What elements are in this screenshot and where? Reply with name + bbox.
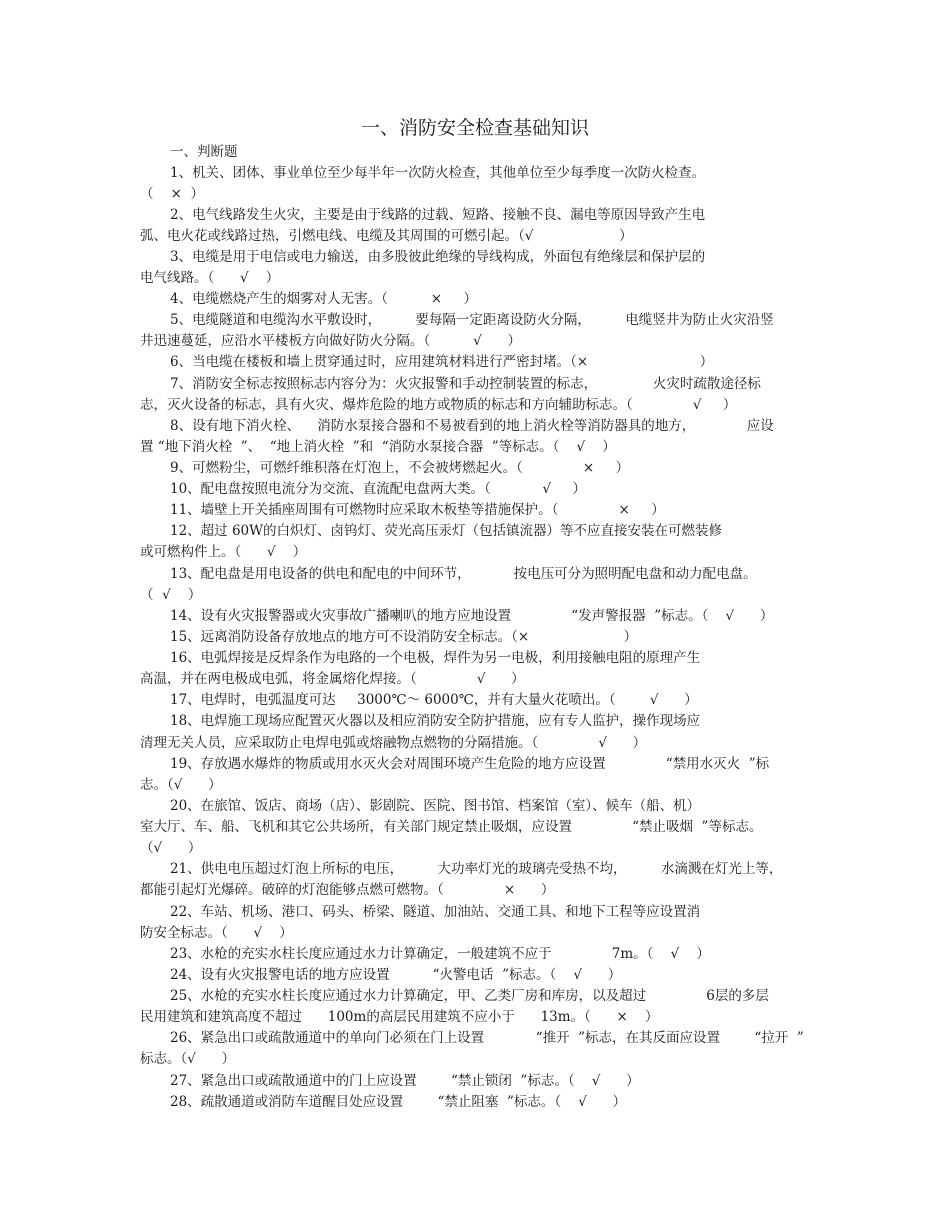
question-20-answer: （√ ） xyxy=(140,840,202,856)
question-19: 19、存放遇水爆炸的物质或用水灭火会对周围环境产生危险的地方应设置 “禁用水灭火 ”标 xyxy=(170,756,770,772)
question-16: 16、电弧焊接是反焊条作为电路的一个电极，焊件为另一电极，利用接触电阻的原理产生 xyxy=(170,650,701,666)
question-13: 13、配电盘是用电设备的供电和配电的中间环节， 按电压可分为照明配电盘和动力配电盘。 xyxy=(170,566,757,582)
question-5-cont: 井迅速蔓延，应沿水平楼板方向做好防火分隔。（ √ ） xyxy=(140,333,522,349)
question-7-cont: 志，灭火设备的标志，具有火灾、爆炸危险的地方或物质的标志和方向辅助标志。（ √ ） xyxy=(140,397,737,413)
question-17: 17、电焊时，电弧温度可达 3000℃～ 6000℃，并有大量火花喷出。（ √ ） xyxy=(170,692,698,708)
question-1: 1、机关、团体、事业单位至少每半年一次防火检查，其他单位至少每季度一次防火检查。 xyxy=(170,165,706,181)
question-14: 14、设有火灾报警器或火灾事故广播喇叭的地方应地设置 “发声警报器 ”标志。（ √ ） xyxy=(170,608,774,624)
question-3-cont: 电气线路。（ √ ） xyxy=(140,270,280,286)
section-heading: 一、判断题 xyxy=(170,144,238,160)
question-27: 27、紧急出口或疏散通道中的门上应设置 “禁止锁闭 ”标志。（ √ ） xyxy=(170,1073,640,1089)
question-16-cont: 高温，并在两电极成电弧，将金属熔化焊接。（ √ ） xyxy=(140,671,525,687)
question-21: 21、供电电压超过灯泡上所标的电压， 大功率灯光的玻璃壳受热不均， 水滴溅在灯光上等， xyxy=(170,861,783,877)
question-6: 6、当电缆在楼板和墙上贯穿通过时，应用建筑材料进行严密封堵。（× ） xyxy=(170,354,714,370)
question-10: 10、配电盘按照电流分为交流、直流配电盘两大类。（ √ ） xyxy=(170,481,586,497)
question-12: 12、超过 60W的白炽灯、卤钨灯、荧光高压汞灯（包括镇流器）等不应直接安装在可燃装修 xyxy=(170,523,723,539)
question-23: 23、水枪的充实水柱长度应通过水力计算确定，一般建筑不应于 7m。（ √ ） xyxy=(170,946,710,962)
question-18-cont: 清理无关人员，应采取防止电焊电弧或熔融物点燃物的分隔措施。（ √ ） xyxy=(140,735,647,751)
question-8: 8、设有地下消火栓、 消防水泵接合器和不易被看到的地上消火栓等消防器具的地方， 应设 xyxy=(170,418,774,434)
page-title: 一、消防安全检查基础知识 xyxy=(360,117,589,139)
question-13-answer: （ √ ） xyxy=(140,587,202,603)
question-25: 25、水枪的充实水柱长度应通过水力计算确定，甲、乙类厂房和库房，以及超过 6层的多层 xyxy=(170,988,769,1004)
question-26: 26、紧急出口或疏散通道中的单向门必须在门上设置 “推开 ”标志，在其反面应设置 “拉开 ” xyxy=(170,1030,804,1046)
question-4: 4、电缆燃烧产生的烟雾对人无害。（ × ） xyxy=(170,291,478,307)
question-21-cont: 都能引起灯光爆碎。破碎的灯泡能够点燃可燃物。（ × ） xyxy=(140,882,555,898)
question-26-cont: 标志。（√ ） xyxy=(140,1051,236,1067)
question-12-cont: 或可燃构件上。（ √ ） xyxy=(140,544,307,560)
question-9: 9、可燃粉尘，可燃纤维积落在灯泡上，不会被烤燃起火。（ × ） xyxy=(170,460,630,476)
question-1-answer: （ × ） xyxy=(140,186,205,202)
question-2: 2、电气线路发生火灾，主要是由于线路的过载、短路、接触不良、漏电等原因导致产生电 xyxy=(170,207,706,223)
question-8-cont: 置 “地下消火栓 ”、 “地上消火栓 ”和 “消防水泵接合器 ”等标志。（ √ ） xyxy=(140,439,616,455)
question-18: 18、电焊施工现场应配置灭火器以及相应消防安全防护措施，应有专人监护，操作现场应 xyxy=(170,713,701,729)
question-19-cont: 志。（√ ） xyxy=(140,777,222,793)
question-22-cont: 防安全标志。（ √ ） xyxy=(140,925,293,941)
question-11: 11、墙壁上开关插座周围有可燃物时应采取木板垫等措施保护。（ × ） xyxy=(170,502,665,518)
question-5: 5、电缆隧道和电缆沟水平敷设时， 要每隔一定距离设防火分隔， 电缆竖井为防止火灾沿竖 xyxy=(170,312,774,328)
question-20-cont: 室大厅、车、船、飞机和其它公共场所，有关部门规定禁止吸烟，应设置 “禁止吸烟 ”等标志。 xyxy=(140,819,763,835)
question-22: 22、车站、机场、港口、码头、桥梁、隧道、加油站、交通工具、和地下工程等应设置消 xyxy=(170,904,701,920)
question-24: 24、设有火灾报警电话的地方应设置 “火警电话 ”标志。（ √ ） xyxy=(170,967,622,983)
question-25-cont: 民用建筑和建筑高度不超过 100m的高层民用建筑不应小于 13m。（ × ） xyxy=(140,1009,659,1025)
question-2-cont: 弧、电火花或线路过热，引燃电线、电缆及其周围的可燃引起。（√ ） xyxy=(140,228,633,244)
question-3: 3、电缆是用于电信或电力输送，由多股彼此绝缘的导线构成，外面包有绝缘层和保护层的 xyxy=(170,249,706,265)
question-20: 20、在旅馆、饭店、商场（店）、影剧院、医院、图书馆、档案馆（室）、候车（船、机） xyxy=(170,798,701,814)
question-28: 28、疏散通道或消防车道醒目处应设置 “禁止阻塞 ”标志。（ √ ） xyxy=(170,1094,627,1110)
question-15: 15、远离消防设备存放地点的地方可不设消防安全标志。（× ） xyxy=(170,629,638,645)
question-7: 7、消防安全标志按照标志内容分为：火灾报警和手动控制装置的标志， 火灾时疏散途径标 xyxy=(170,376,761,392)
